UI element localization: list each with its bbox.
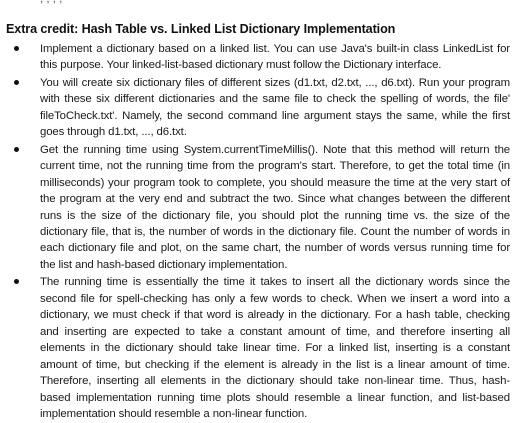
bullet-text: Get the running time using System.currentTimeMillis(). Note that this method will return the current time, not the running time from the program's start. Therefore, to get the total time (in milliseconds) your program took to complete, you should measure the time at the very start of the program at the very end and subtract the two. Since what changes between the different runs is the size of the dictionary file, you should plot the running time vs. the size of the dictionary file, that is, the number of words in the dictionary file. Count the number of words in each dictionary file and plot, on the same chart, the number of words versus running time for the list and hash-based dictionary implementation.	[40, 143, 510, 271]
bullet-item-running-time	[6, 142, 510, 274]
document-body	[6, 20, 510, 423]
bullet-text: The running time is essentially the time it takes to insert all the dictionary words since the second file for spell-checking has only a few words to check. When we insert a word into a dictionary, we must check if that word is already in the dictionary. For a hash table, checking and inserting are expected to take a constant amount of time, and therefore inserting all elements in the dictionary should take linear time. For a linked list, inserting is a constant amount of time, but checking if the element is already in the list is a linear amount of time. Therefore, inserting all elements in the dictionary should take non-linear time. Thus, hash-based implementation running time plots should resemble a linear function, and list-based implementation should resemble a non-linear function.	[40, 276, 510, 420]
bullet-text: Implement a dictionary based on a linked list. You can use Java's built-in class LinkedList for this purpose. Your linked-list-based dictionary must follow the Dictionary interface.	[40, 43, 510, 72]
section-heading: Extra credit: Hash Table vs. Linked List Dictionary Implementation	[6, 22, 396, 36]
bullet-icon	[14, 279, 19, 284]
bullet-item-analysis	[6, 274, 510, 422]
bullet-icon	[14, 80, 19, 85]
bullet-icon	[14, 147, 19, 152]
bullet-item-linked-list	[6, 41, 510, 74]
bullet-list	[6, 41, 510, 422]
cut-off-previous-line	[0, 0, 516, 10]
bullet-item-dictionary-files	[6, 75, 510, 141]
bullet-text: You will create six dictionary files of different sizes (d1.txt, d2.txt, ..., d6.txt). Run your program with these six different dictionaries and the same file to check the spelling of words, the file' fileToCheck.txt'. Namely, the second command line argument stays the same, while the first goes through d1.txt, ..., d6.txt.	[40, 76, 510, 139]
bullet-icon	[14, 46, 19, 51]
